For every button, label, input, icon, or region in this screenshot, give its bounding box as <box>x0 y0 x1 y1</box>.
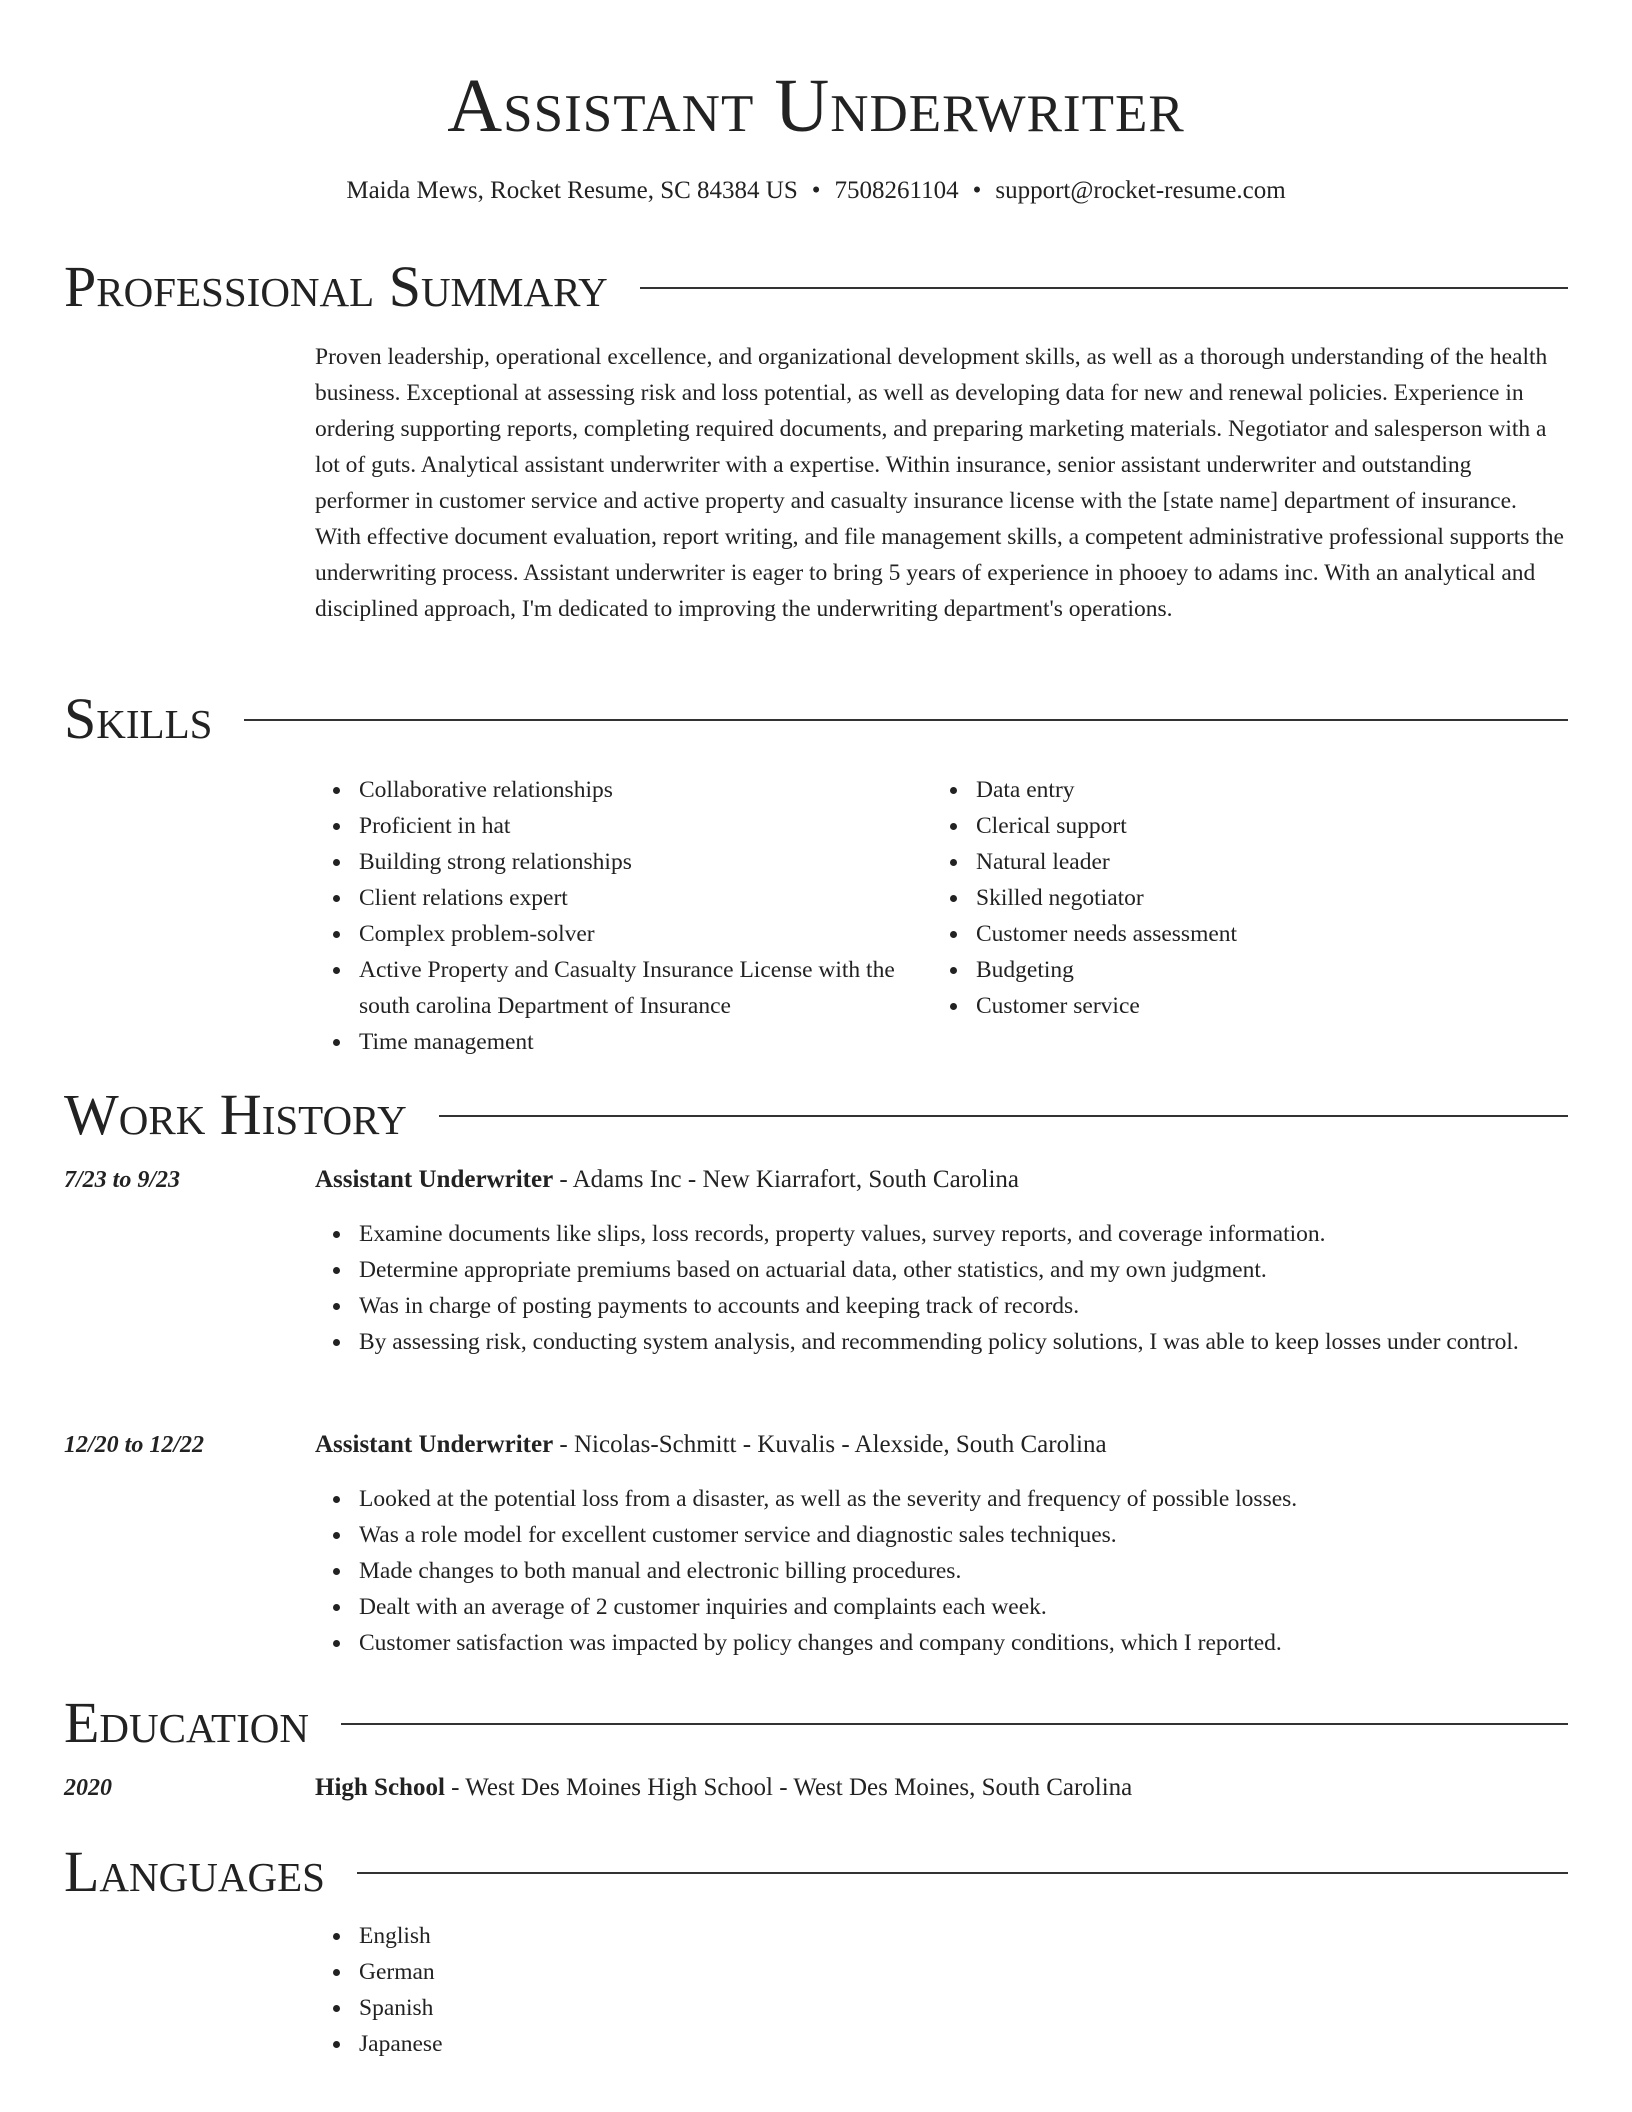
section-divider <box>439 1115 1568 1117</box>
skill-item: Natural leader <box>976 844 1562 880</box>
skills-right-column <box>932 772 1562 1024</box>
education-line <box>315 1770 1567 1806</box>
job-dates: 7/23 to 9/23 <box>64 1167 181 1193</box>
job-duty: Made changes to both manual and electronic billing procedures. <box>359 1553 1567 1589</box>
section-divider <box>341 1723 1568 1725</box>
skill-item: Client relations expert <box>359 880 935 916</box>
job-title: Assistant Underwriter <box>315 1166 554 1193</box>
education-heading: Education <box>64 1690 309 1755</box>
job-employer: - Adams Inc - New Kiarrafort, South Carolina <box>553 1166 1020 1193</box>
skill-item: Skilled negotiator <box>976 880 1562 916</box>
job-title-line <box>315 1427 1567 1463</box>
education-year: 2020 <box>64 1775 112 1801</box>
contact-line <box>0 174 1632 208</box>
skill-item: Budgeting <box>976 952 1562 988</box>
job-duty: Looked at the potential loss from a disaster, as well as the severity and frequency of possible losses. <box>359 1481 1567 1517</box>
skills-list-right <box>932 772 1562 1024</box>
education-school: - West Des Moines High School - West Des Moines, South Carolina <box>444 1774 1133 1801</box>
contact-phone: 7508261104 <box>834 177 959 204</box>
skill-item: Customer service <box>976 988 1562 1024</box>
skills-section-header <box>64 684 1568 754</box>
summary-text: Proven leadership, operational excellence, and organizational development skills, as well as a thorough understanding of the health business. Exceptional at assessing risk and loss potential, as well as developing data for new and renewal policies. Experience in ordering supporting reports, completing required documents, and preparing marketing materials. Negotiator and salesperson with a lot of guts. Analytical assistant underwriter with a expertise. Within insurance, senior assistant underwriter and outstanding performer in customer service and active property and casualty insurance license with the [state name] department of insurance. With effective document evaluation, report writing, and file management skills, a competent administrative professional supports the underwriting process. Assistant underwriter is eager to bring 5 years of experience in phooey to adams inc. With an analytical and disciplined approach, I'm dedicated to improving the underwriting department's operations. <box>315 344 1564 622</box>
skill-item: Proficient in hat <box>359 808 935 844</box>
language-item: Spanish <box>359 1990 1567 2026</box>
contact-separator: • <box>972 177 982 204</box>
job-duty: By assessing risk, conducting system analysis, and recommending policy solutions, I was able to keep losses under control. <box>359 1324 1567 1360</box>
job-duty: Was in charge of posting payments to accounts and keeping track of records. <box>359 1288 1567 1324</box>
job-duty: Was a role model for excellent customer service and diagnostic sales techniques. <box>359 1517 1567 1553</box>
job-title: Assistant Underwriter <box>315 1431 554 1458</box>
skill-item: Collaborative relationships <box>359 772 935 808</box>
skills-heading: Skills <box>64 686 213 751</box>
job-duties <box>315 1481 1567 1661</box>
languages-heading: Languages <box>64 1839 325 1904</box>
job-duty: Determine appropriate premiums based on actuarial data, other statistics, and my own judgment. <box>359 1252 1567 1288</box>
job-employer: - Nicolas-Schmitt - Kuvalis - Alexside, South Carolina <box>553 1431 1107 1458</box>
work-section-header <box>64 1080 1568 1150</box>
skill-item: Customer needs assessment <box>976 916 1562 952</box>
language-item: English <box>359 1918 1567 1954</box>
section-divider <box>244 719 1568 721</box>
section-divider <box>357 1872 1568 1874</box>
languages-list <box>315 1918 1567 2062</box>
skills-left-column <box>315 772 935 1060</box>
job-duties-list <box>315 1216 1567 1360</box>
languages-block <box>315 1918 1567 2062</box>
job-duty: Customer satisfaction was impacted by policy changes and company conditions, which I reported. <box>359 1625 1567 1661</box>
work-heading: Work History <box>64 1082 407 1147</box>
skills-list-left <box>315 772 935 1060</box>
section-divider <box>640 287 1568 289</box>
candidate-name: Assistant Underwriter <box>447 64 1185 148</box>
job-dates: 12/20 to 12/22 <box>64 1432 205 1458</box>
language-item: Japanese <box>359 2026 1567 2062</box>
skill-item: Complex problem-solver <box>359 916 935 952</box>
skill-item: Building strong relationships <box>359 844 935 880</box>
skill-item: Data entry <box>976 772 1562 808</box>
job-duty: Dealt with an average of 2 customer inquiries and complaints each week. <box>359 1589 1567 1625</box>
education-section-header <box>64 1688 1568 1758</box>
job-duty: Examine documents like slips, loss records, property values, survey reports, and coverage information. <box>359 1216 1567 1252</box>
summary-heading: Professional Summary <box>64 254 608 319</box>
skill-item: Active Property and Casualty Insurance License with the south carolina Department of Insurance <box>359 952 935 1024</box>
skill-item: Time management <box>359 1024 935 1060</box>
education-degree: High School <box>315 1774 445 1801</box>
contact-address: Maida Mews, Rocket Resume, SC 84384 US <box>346 177 798 204</box>
language-item: German <box>359 1954 1567 1990</box>
job-duties-list <box>315 1481 1567 1661</box>
contact-separator: • <box>811 177 821 204</box>
contact-email: support@rocket-resume.com <box>995 177 1286 204</box>
job-duties <box>315 1216 1567 1360</box>
languages-section-header <box>64 1837 1568 1907</box>
summary-section-header <box>64 252 1568 322</box>
job-title-line <box>315 1162 1567 1198</box>
skill-item: Clerical support <box>976 808 1562 844</box>
